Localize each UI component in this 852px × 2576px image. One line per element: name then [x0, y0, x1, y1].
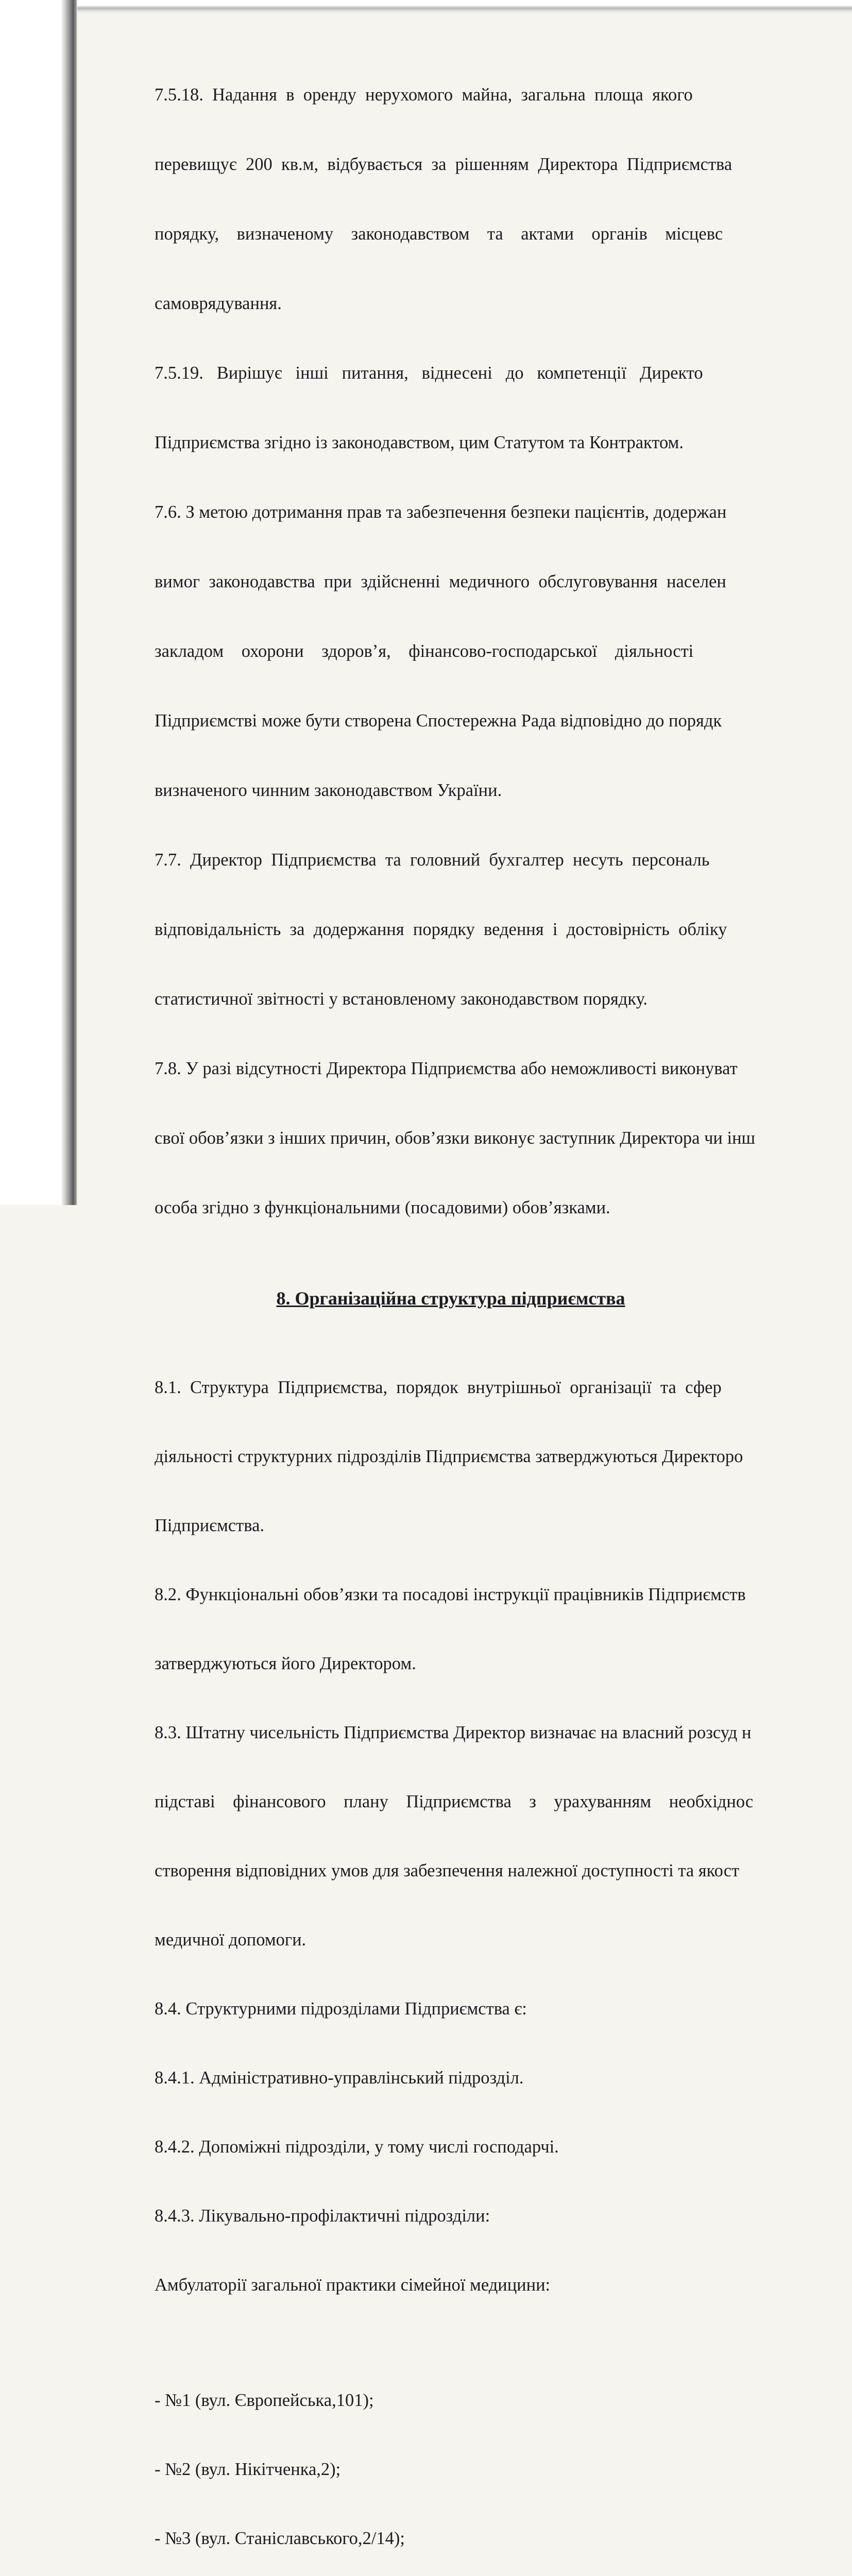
ambulatory-list	[155, 2343, 840, 2576]
text-line: визначеного чинним законодавством України.	[155, 781, 502, 800]
text-line: створення відповідних умов для забезпечення належної доступності та якост	[155, 1861, 740, 1880]
text-line: затверджуються його Директором.	[155, 1654, 416, 1673]
text-line: Підприємстві може бути створена Спостережна Рада відповідно до порядк	[155, 711, 722, 731]
list-item: - №2 (вул. Нікітченка,2);	[155, 2460, 341, 2479]
text-line: 7.5.19. Вирішує інші питання, віднесені до компетенції Директо	[155, 363, 703, 383]
text-line: 7.8. У разі відсутності Директора Підприємства або неможливості виконуват	[155, 1059, 738, 1078]
text-line: 7.5.18. Надання в оренду нерухомого майна, загальна площа якого	[155, 85, 693, 105]
text-line: самоврядування.	[155, 294, 282, 313]
text-line: 8.3. Штатну чисельність Підприємства Директор визначає на власний розсуд н	[155, 1723, 752, 1742]
text-line: медичної допомоги.	[155, 1930, 306, 1950]
text-line: Амбулаторії загальної практики сімейної медицини:	[155, 2275, 551, 2295]
text-line: 8.4. Структурними підрозділами Підприємства є:	[155, 1999, 527, 2019]
text-line: статистичної звітності у встановленому законодавством порядку.	[155, 989, 648, 1009]
paragraphs-top	[155, 37, 840, 1266]
text-line: особа згідно з функціональними (посадовими) обов’язками.	[155, 1198, 610, 1217]
list-item: - №3 (вул. Станіславського,2/14);	[155, 2529, 405, 2548]
scan-top-edge	[77, 0, 852, 13]
text-line: Підприємства згідно із законодавством, цим Статутом та Контрактом.	[155, 433, 684, 452]
text-line: 8.2. Функціональні обов’язки та посадові інструкції працівників Підприємств	[155, 1585, 746, 1604]
text-line: відповідальність за додержання порядку ведення і достовірність обліку	[155, 920, 727, 939]
text-line: вимог законодавства при здійсненні медичного обслуговування населен	[155, 572, 726, 591]
section-heading: 8. Організаційна структура підприємства	[276, 1288, 625, 1309]
paragraphs-second	[155, 1330, 840, 2343]
text-line: 8.4.3. Лікувально-профілактичні підрозділи:	[155, 2206, 490, 2226]
text-line: діяльності структурних підрозділів Підприємства затверджуються Директоро	[155, 1447, 743, 1466]
list-item: - №1 (вул. Європейська,101);	[155, 2391, 374, 2410]
text-line: 8.4.1. Адміністративно-управлінський підрозділ.	[155, 2068, 524, 2088]
text-line: Підприємства.	[155, 1516, 265, 1535]
text-line: підставі фінансового плану Підприємства з урахуванням необхіднос	[155, 1792, 754, 1811]
text-line: свої обов’язки з інших причин, обов’язки виконує заступник Директора чи інш	[155, 1128, 756, 1148]
text-line: перевищує 200 кв.м, відбувається за рішенням Директора Підприємства	[155, 155, 732, 174]
text-line: порядку, визначеному законодавством та актами органів місцевс	[155, 224, 723, 244]
text-line: 7.6. З метою дотримання прав та забезпечення безпеки пацієнтів, додержан	[155, 502, 727, 522]
document-page	[155, 37, 840, 2548]
text-line: закладом охорони здоров’я, фінансово-господарської діяльності	[155, 641, 694, 661]
text-line: 8.1. Структура Підприємства, порядок внутрішньої організації та сфер	[155, 1378, 722, 1397]
text-line: 8.4.2. Допоміжні підрозділи, у тому числі господарчі.	[155, 2137, 559, 2157]
text-line: 7.7. Директор Підприємства та головний бухгалтер несуть персональ	[155, 850, 710, 870]
scan-binding-shadow	[0, 0, 77, 1205]
